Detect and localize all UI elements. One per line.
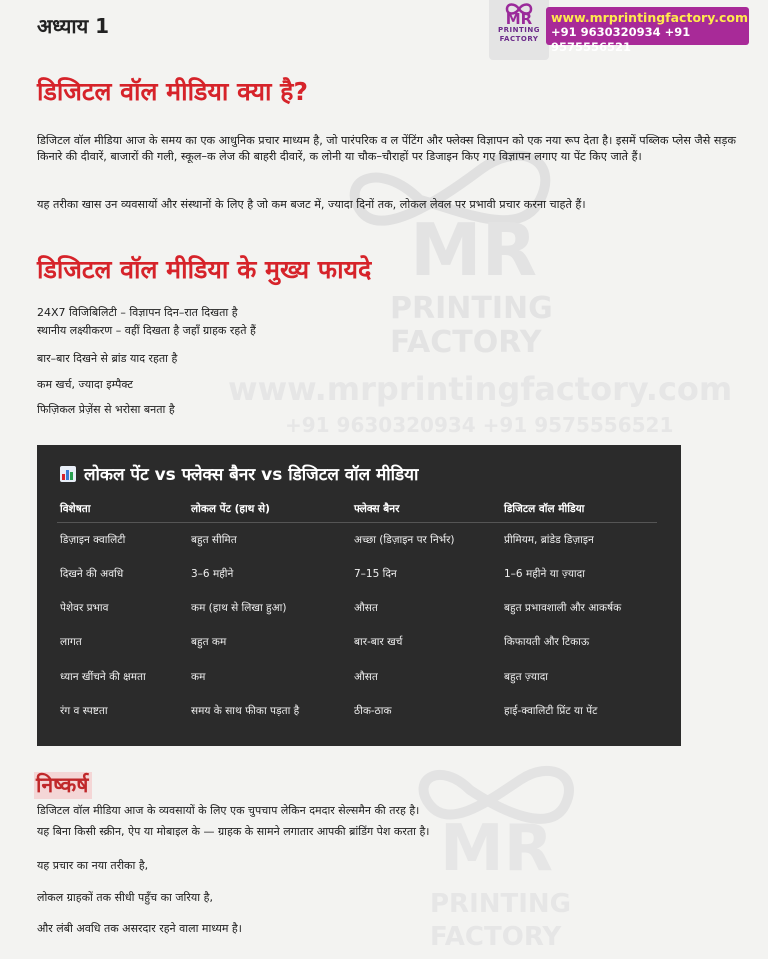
table-cell: रंग व स्पष्टता [60,705,108,717]
table-cell: 1–6 महीने या ज़्यादा [504,568,585,580]
table-header-cell: लोकल पेंट (हाथ से) [191,503,270,515]
watermark-phones: +91 9630320934 +91 9575556521 [285,413,674,437]
section-heading-benefits: डिजिटल वॉल मीडिया के मुख्य फायदे [37,255,372,284]
table-cell: प्रीमियम, ब्रांडेड डिज़ाइन [504,534,594,546]
benefit-item: स्थानीय लक्ष्यीकरण – वहीं दिखता है जहाँ ग्राहक रहते हैं [37,324,256,337]
benefit-item: 24X7 विजिबिलिटी – विज्ञापन दिन–रात दिखता है [37,306,238,319]
watermark-mr: MR [410,208,538,292]
table-cell: बहुत प्रभावशाली और आकर्षक [504,602,622,614]
table-cell: 3–6 महीने [191,568,234,580]
conclusion-line: यह बिना किसी स्क्रीन, ऐप या मोबाइल के — ग्राहक के सामने लगातार आपकी ब्रांडिंग पेश करता है। [37,825,430,838]
table-cell: ठीक-ठाक [354,705,392,717]
bar-chart-icon [60,466,76,482]
table-header-cell: फ्लेक्स बैनर [354,503,400,515]
table-cell: बहुत सीमित [191,534,237,546]
table-cell: औसत [354,602,378,614]
table-cell: किफायती और टिकाऊ [504,636,590,648]
infinity-watermark-icon-bottom [424,771,569,819]
logo-mr-text: MR [505,10,533,28]
watermark-factory-bottom: FACTORY [430,922,562,952]
watermark-printing-bottom: PRINTING [430,889,572,919]
watermark-factory: FACTORY [390,325,542,360]
conclusion-line: और लंबी अवधि तक असरदार रहने वाला माध्यम है। [37,922,242,935]
table-cell: बार-बार खर्च [354,636,403,648]
website-link[interactable]: www.mrprintingfactory.com [551,10,748,25]
watermark-mr-bottom: MR [440,812,553,886]
conclusion-line: लोकल ग्राहकों तक सीधी पहुँच का जरिया है, [37,891,213,904]
table-cell: ध्यान खींचने की क्षमता [60,671,146,683]
brand-logo [489,0,549,60]
benefit-item: कम खर्च, ज्यादा इम्पैक्ट [37,378,133,391]
contact-banner [546,7,749,54]
watermark-url: www.mrprintingfactory.com [228,370,733,408]
table-cell: पेशेवर प्रभाव [60,602,109,614]
table-cell: औसत [354,671,378,683]
table-cell: बहुत ज़्यादा [504,671,549,683]
table-cell: कम [191,671,206,683]
intro-paragraph: डिजिटल वॉल मीडिया आज के समय का एक आधुनिक प्रचार माध्यम है, जो पारंपरिक व ल पेंटिंग और फ्लेक्स विज्ञापन को एक नया रूप देता है। इसमें पब्लिक प्लेस जैसे सड़क किनारे की दीवारें, बाजारों की गली, स्कूल–क लेज की बाहरी दीवारें, क लोनी या चौक–चौराहों पर डिजाइन किए गए विज्ञापन लगाए या पेंट किए जाते हैं। [37,134,736,163]
table-cell: डिज़ाइन क्वालिटी [60,534,126,546]
comparison-title-text: लोकल पेंट vs फ्लेक्स बैनर vs डिजिटल वॉल मीडिया [84,465,419,485]
table-cell: बहुत कम [191,636,227,648]
table-divider [57,522,657,523]
chapter-label: अध्याय 1 [37,14,110,38]
phone-numbers: +91 9630320934 +91 9575556521 [551,25,691,54]
purpose-paragraph: यह तरीका खास उन व्यवसायों और संस्थानों के लिए है जो कम बजट में, ज्यादा दिनों तक, लोकल लेवल पर प्रभावी प्रचार करना चाहते हैं। [37,198,586,211]
section-heading-conclusion: निष्कर्ष [34,772,92,799]
conclusion-line: डिजिटल वॉल मीडिया आज के व्यवसायों के लिए एक चुपचाप लेकिन दमदार सेल्समैन की तरह है। [37,804,420,817]
benefit-item: बार–बार दिखने से ब्रांड याद रहता है [37,352,178,365]
table-cell: हाई-क्वालिटी प्रिंट या पेंट [504,705,598,717]
table-header-cell: विशेषता [60,503,91,515]
benefit-item: फिज़िकल प्रेज़ेंस से भरोसा बनता है [37,403,175,416]
conclusion-line: यह प्रचार का नया तरीका है, [37,859,149,872]
table-cell: समय के साथ फीका पड़ता है [191,705,300,717]
logo-factory-text: FACTORY [499,35,539,43]
watermark-printing: PRINTING [390,291,553,326]
table-cell: अच्छा (डिज़ाइन पर निर्भर) [354,534,455,546]
table-cell: दिखने की अवधि [60,568,124,580]
table-cell: 7–15 दिन [354,568,397,580]
section-heading-what: डिजिटल वॉल मीडिया क्या है? [37,77,308,106]
comparison-title [60,462,418,485]
comparison-table [37,445,681,746]
table-header-cell: डिजिटल वॉल मीडिया [504,503,585,515]
table-cell: कम (हाथ से लिखा हुआ) [191,602,287,614]
logo-printing-text: PRINTING [498,26,540,34]
table-cell: लागत [60,636,82,648]
